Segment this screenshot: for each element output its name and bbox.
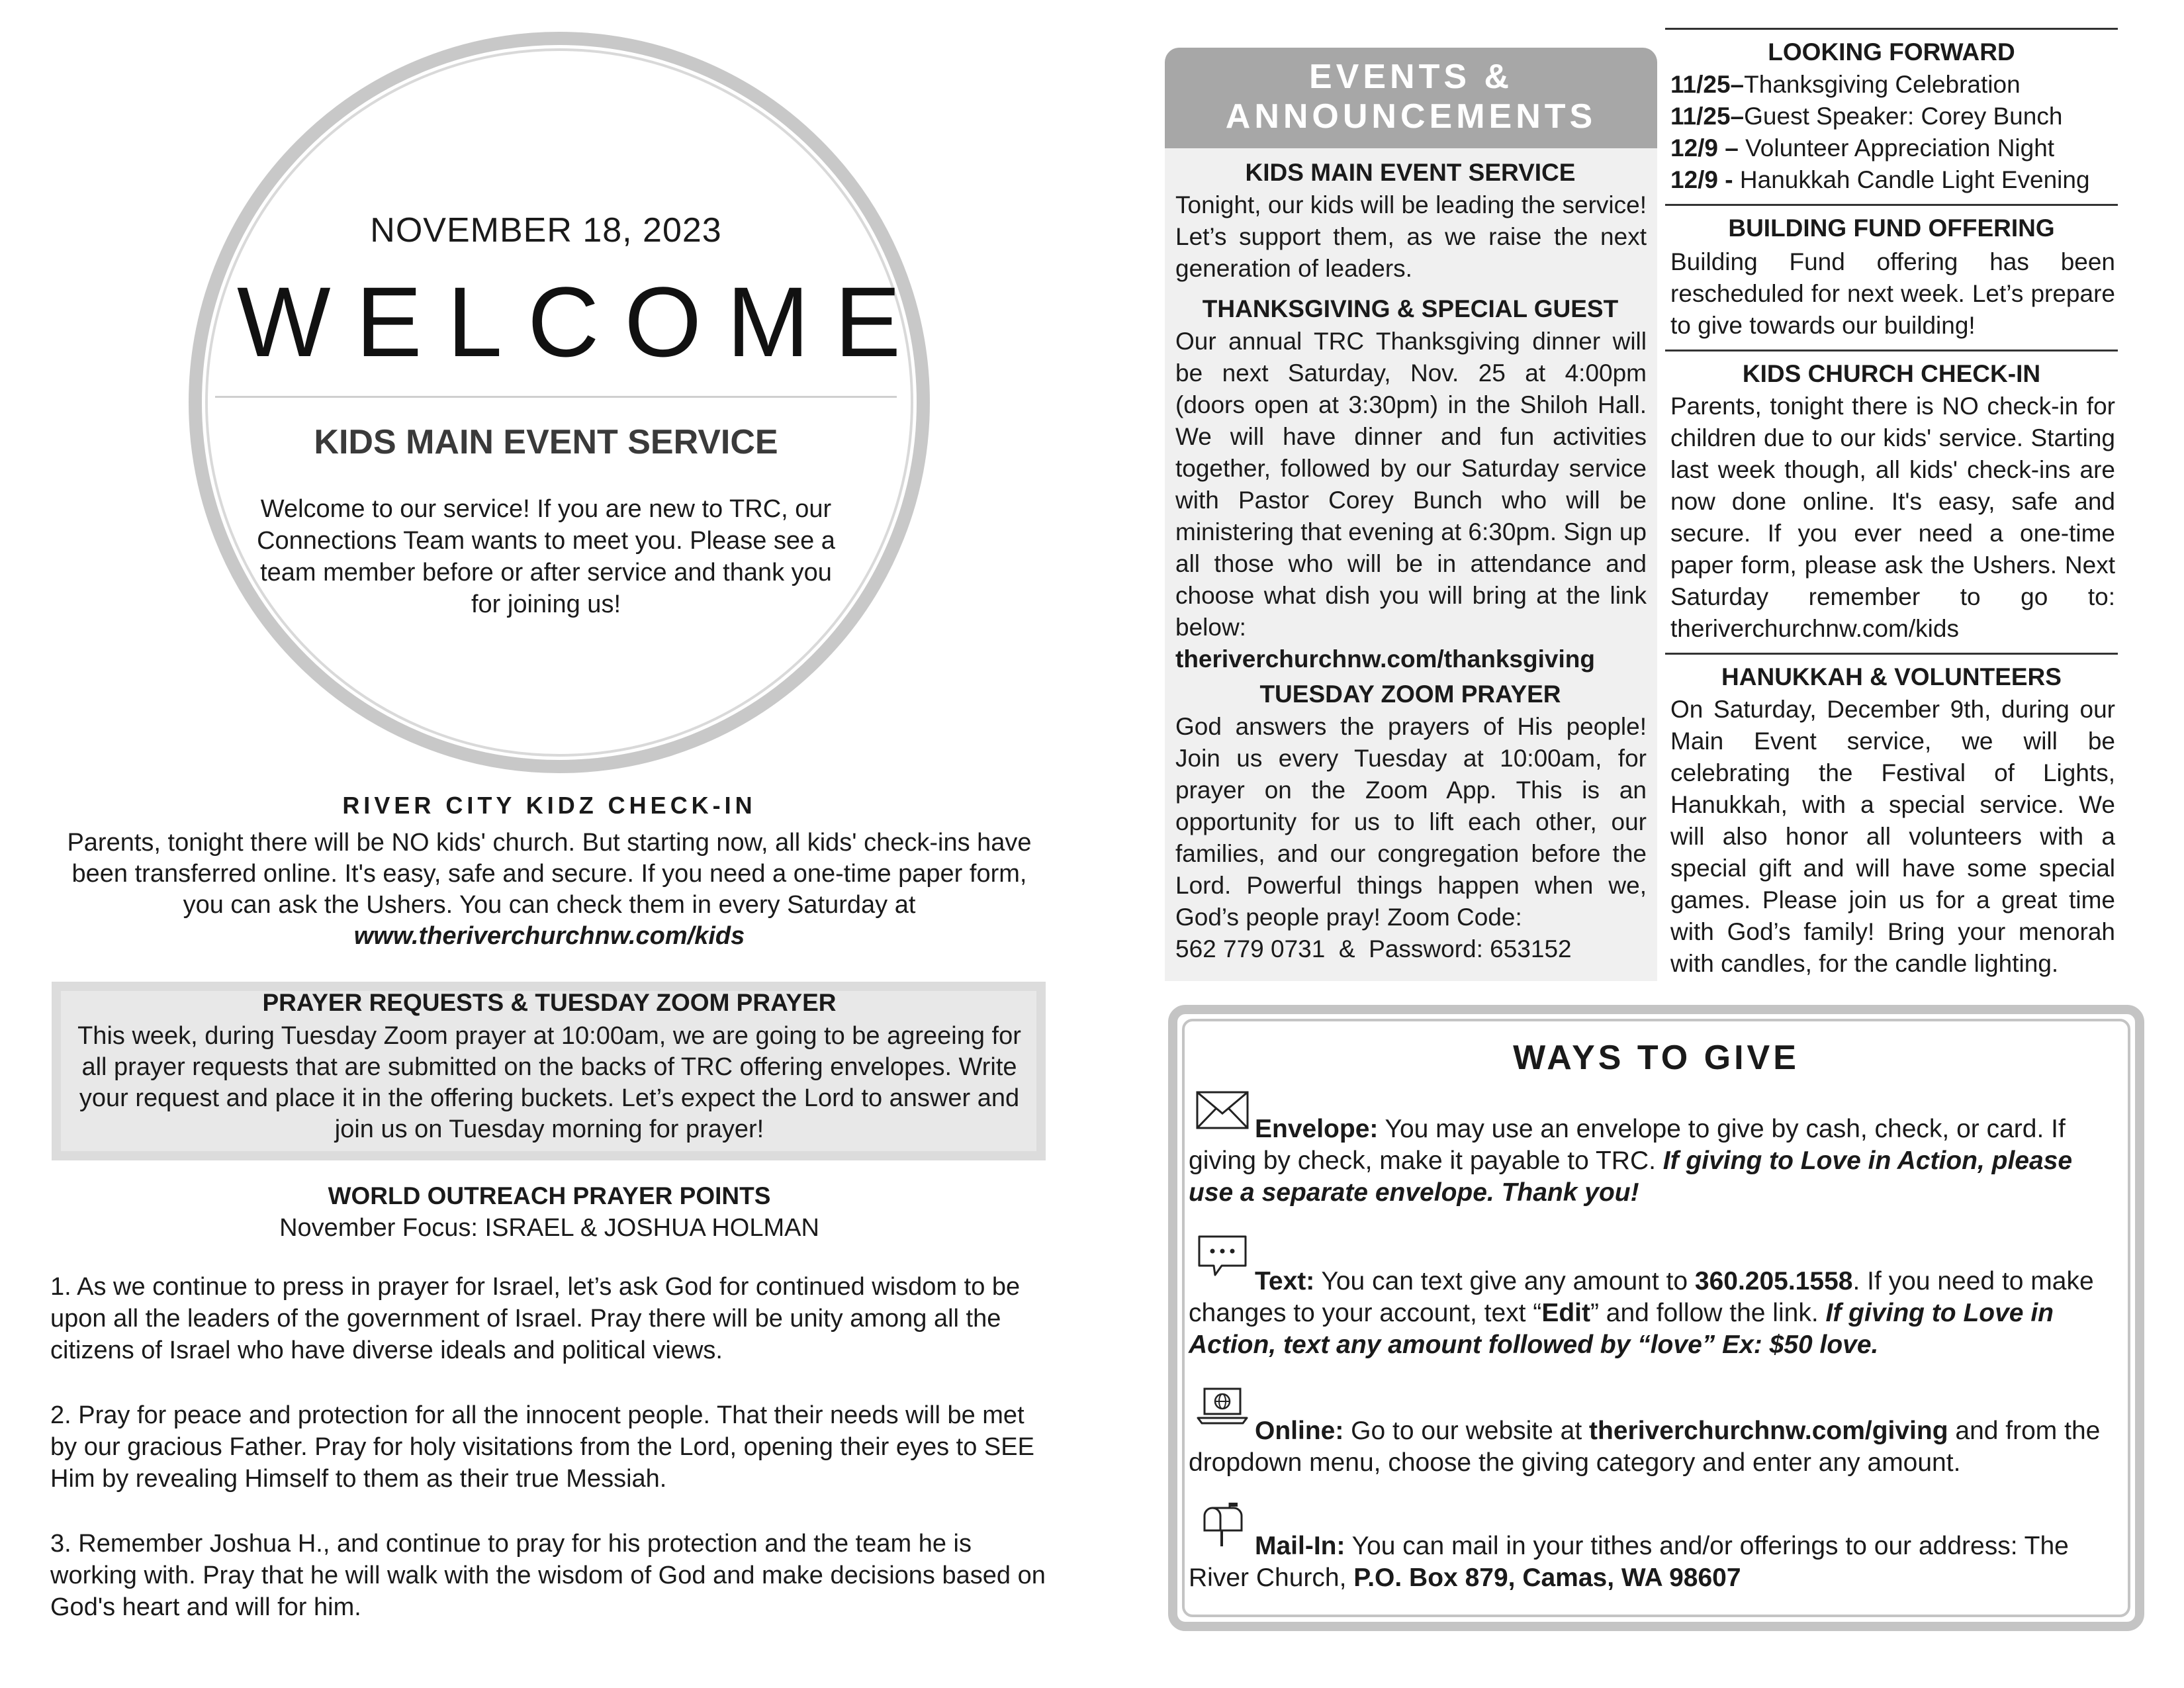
- hanukkah-title: HANUKKAH & VOLUNTEERS: [1721, 663, 2062, 690]
- events-header-title: [1165, 57, 1657, 136]
- looking-forward-item: [1670, 101, 2120, 132]
- prayer-point-1: 1. As we continue to press in prayer for Israel, let’s ask God for continued wisdom to be upon all the leaders of the government of Israel. Pray there will be unity among all the citizens of Israel who have diverse ideals and political views.: [50, 1273, 1021, 1364]
- text-give-text: ” and follow the link.: [1590, 1299, 1826, 1327]
- give-envelope: [1189, 1113, 2122, 1209]
- looking-forward-date: 11/25–: [1670, 103, 1745, 130]
- mail-in-address: P.O. Box 879, Camas, WA 98607: [1353, 1564, 1741, 1592]
- envelope-emphasis: If giving to Love in Action, please use a separate envelope. Thank you!: [1189, 1147, 2073, 1207]
- looking-forward-item: [1670, 132, 2120, 164]
- building-fund-rule: [1665, 204, 2118, 206]
- give-online: [1189, 1415, 2122, 1479]
- event-body-zoom-prayer: [1175, 711, 1647, 965]
- event-body-kids-main: Tonight, our kids will be leading the service! Let’s support them, as we raise the next generation of leaders.: [1175, 191, 1647, 282]
- ways-to-give-title: WAYS TO GIVE: [1513, 1039, 1799, 1077]
- text-give-phone[interactable]: 360.205.1558: [1694, 1267, 1853, 1295]
- looking-forward-text: Volunteer Appreciation Night: [1745, 134, 2055, 162]
- looking-forward-title: LOOKING FORWARD: [1768, 38, 2015, 66]
- looking-forward-item: [1670, 69, 2120, 101]
- kids-church-title: KIDS CHURCH CHECK-IN: [1742, 360, 2041, 387]
- welcome-circle-inner: [205, 48, 927, 757]
- online-text: Go to our website at: [1343, 1417, 1590, 1445]
- looking-forward-date: 12/9 –: [1670, 134, 1746, 162]
- kids-church-body: Parents, tonight there is NO check-in for children due to our kids' service. Starting last week though, all kids' check-ins are now done online. It's easy, safe and secure. If you ever need a one-time paper form, please ask the Ushers. Next Saturday remember to go to: theriverchurchnw.com/kids: [1670, 393, 2115, 642]
- hanukkah-body: On Saturday, December 9th, during our Main Event service, we will be celebrating the Festival of Lights, Hanukkah, with a special service. We will also honor all volunteers with a special gift and will have some special games. Please join us for a great time with God’s family! Bring your menorah with candles, for the candle lighting.: [1670, 696, 2115, 977]
- world-outreach-title: WORLD OUTREACH PRAYER POINTS: [328, 1182, 771, 1209]
- giving-url-link[interactable]: theriverchurchnw.com/giving: [1589, 1417, 1948, 1445]
- looking-forward-item: [1670, 164, 2120, 196]
- prayer-requests-title: PRAYER REQUESTS & TUESDAY ZOOM PRAYER: [262, 989, 837, 1016]
- text-give-text: . If you need to make changes to your account, text “: [1189, 1267, 2094, 1327]
- mail-in-text: You can mail in your tithes and/or offerings to our address: The River Church,: [1189, 1532, 2069, 1592]
- river-city-kidz-body: [53, 827, 1046, 952]
- text-give-label: Text:: [1255, 1267, 1315, 1295]
- zoom-code-line: 562 779 0731 & Password: 653152: [1175, 935, 1572, 962]
- event-text-thanksgiving: Our annual TRC Thanksgiving dinner will be next Saturday, Nov. 25 at 4:00pm (doors open at 3:30pm) in the Shiloh Hall. We will have dinner and fun activities together, followed by our Saturday service with Pastor Corey Bunch who will be ministering that evening at 6:30pm. Sign up all those who will be in attendance and choose what dish you will bring at the link below:: [1175, 328, 1647, 641]
- thanksgiving-link[interactable]: theriverchurchnw.com/thanksgiving: [1175, 645, 1595, 673]
- envelope-text: You may use an envelope to give by cash, check, or card. If giving by check, make it payable to TRC.: [1189, 1115, 2066, 1175]
- text-give-text: You can text give any amount to: [1314, 1267, 1695, 1295]
- event-title-kids-main: KIDS MAIN EVENT SERVICE: [1245, 159, 1576, 186]
- building-fund-title: BUILDING FUND OFFERING: [1728, 214, 2055, 242]
- welcome-body: Welcome to our service! If you are new to TRC, our Connections Team wants to meet you. Please see a team member before or after service and thank you for joining us!: [257, 495, 835, 618]
- event-title-zoom-prayer: TUESDAY ZOOM PRAYER: [1259, 680, 1561, 708]
- event-text-zoom-prayer: God answers the prayers of His people! Join us every Tuesday at 10:00am, for prayer on the Zoom App. This is an opportunity for us to lift each other, our families, and our congregation before the Lord. Powerful things happen when we, God’s people pray! Zoom Code:: [1175, 713, 1647, 931]
- welcome-divider: [215, 396, 897, 398]
- prayer-requests-body: This week, during Tuesday Zoom prayer at 10:00am, we are going to be agreeing for all prayer requests that are submitted on the backs of TRC offering envelopes. Write your request and place it in the offering buckets. Let’s expect the Lord to answer and join us on Tuesday morning for prayer!: [77, 1022, 1021, 1143]
- looking-forward-rule: [1665, 28, 2118, 30]
- envelope-label: Envelope:: [1255, 1115, 1379, 1143]
- text-give-keyword: Edit: [1541, 1299, 1590, 1327]
- looking-forward-date: 12/9 -: [1670, 166, 1740, 193]
- looking-forward-text: Thanksgiving Celebration: [1744, 71, 2021, 98]
- online-text: and from the dropdown menu, choose the giving category and enter any amount.: [1189, 1417, 2101, 1477]
- looking-forward-text: Hanukkah Candle Light Evening: [1739, 166, 2090, 193]
- give-mail-in: [1189, 1530, 2122, 1594]
- river-city-kidz-text: Parents, tonight there will be NO kids' church. But starting now, all kids' check-ins have been transferred online. It's easy, safe and secure. If you need a one-time paper form, you can ask the Ushers. You can check them in every Saturday at: [67, 829, 1032, 919]
- building-fund-body: Building Fund offering has been rescheduled for next week. Let’s prepare to give towards our building!: [1670, 248, 2115, 339]
- prayer-point-3: 3. Remember Joshua H., and continue to pray for his protection and the team he is working with. Pray that he will walk with the wisdom of God and make decisions based on God's heart and will for him.: [50, 1530, 1046, 1621]
- mail-in-label: Mail-In:: [1255, 1532, 1345, 1560]
- give-text: [1189, 1266, 2122, 1361]
- prayer-point-2: 2. Pray for peace and protection for all the innocent people. That their needs will be met by our gracious Father. Pray for holy visitations from the Lord, opening their eyes to SEE Him by revealing Himself to them as their true Messiah.: [50, 1401, 1034, 1493]
- world-outreach-focus: November Focus: ISRAEL & JOSHUA HOLMAN: [279, 1214, 819, 1242]
- welcome-heading: WELCOME: [237, 266, 927, 377]
- looking-forward-text: Guest Speaker: Corey Bunch: [1744, 103, 2063, 130]
- river-city-kidz-link[interactable]: www.theriverchurchnw.com/kids: [353, 922, 745, 950]
- text-give-emphasis: If giving to Love in Action, text any amount followed by “love” Ex: $50 love.: [1189, 1299, 2054, 1359]
- looking-forward-date: 11/25–: [1670, 71, 1745, 98]
- online-label: Online:: [1255, 1417, 1344, 1445]
- welcome-title: KIDS MAIN EVENT SERVICE: [314, 423, 778, 461]
- events-header-line2: ANNOUNCEMENTS: [1225, 97, 1597, 136]
- event-body-thanksgiving: [1175, 326, 1647, 675]
- bulletin-date: NOVEMBER 18, 2023: [370, 211, 722, 250]
- kids-church-rule: [1665, 350, 2118, 352]
- events-header-line1: EVENTS &: [1308, 58, 1514, 96]
- event-title-thanksgiving: THANKSGIVING & SPECIAL GUEST: [1202, 295, 1619, 322]
- hanukkah-rule: [1665, 653, 2118, 655]
- river-city-kidz-title: RIVER CITY KIDZ CHECK-IN: [342, 792, 756, 819]
